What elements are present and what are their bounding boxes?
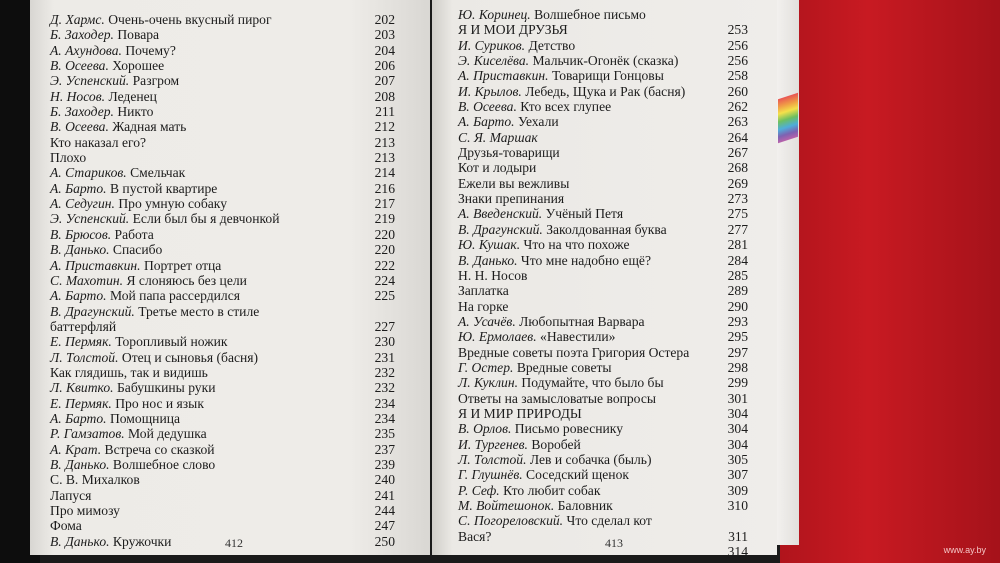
toc-entry xyxy=(458,176,748,191)
entry-title: Любопытная Варвара xyxy=(519,313,645,329)
entry-page-number: 284 xyxy=(727,252,748,268)
watermark: www.ay.by xyxy=(943,545,986,555)
entry-author: В. Осеева. xyxy=(50,119,109,135)
entry-page-number: 297 xyxy=(727,344,748,360)
toc-entry xyxy=(50,350,395,365)
toc-entry xyxy=(458,498,748,513)
toc-entry xyxy=(458,283,748,298)
toc-entry xyxy=(50,119,395,134)
entry-title: Я И МИР ПРИРОДЫ xyxy=(458,405,582,421)
entry-page-number: 290 xyxy=(727,298,748,314)
entry-author: А. Введенский. xyxy=(458,206,543,222)
toc-entry xyxy=(50,135,395,150)
entry-page-number: 298 xyxy=(727,359,748,375)
entry-page-number: 219 xyxy=(374,211,395,227)
toc-entry xyxy=(50,73,395,88)
entry-author: Ю. Ермолаев. xyxy=(458,329,537,345)
entry-page-number: 214 xyxy=(374,165,395,181)
toc-entry xyxy=(458,191,748,206)
entry-title: Ответы на замысловатые вопросы xyxy=(458,390,656,406)
entry-page-number: 244 xyxy=(374,503,395,518)
entry-page-number: 241 xyxy=(374,487,395,503)
entry-author: В. Драгунский. xyxy=(458,221,543,237)
entry-page-number: 227 xyxy=(374,318,395,334)
toc-entry xyxy=(458,145,748,160)
toc-entry xyxy=(50,288,395,303)
toc-entry xyxy=(458,314,748,329)
entry-author: В. Осеева. xyxy=(50,58,109,74)
entry-author: Э. Киселёва. xyxy=(458,53,530,69)
entry-author: В. Данько. xyxy=(50,533,110,549)
toc-entry xyxy=(458,114,748,129)
rainbow-graphic xyxy=(778,93,798,143)
entry-author: Е. Пермяк. xyxy=(50,334,112,350)
toc-entry xyxy=(458,299,748,314)
entry-author: С. Я. Маршак xyxy=(458,129,538,145)
toc-entry xyxy=(458,237,748,252)
entry-title: Кот и лодыри xyxy=(458,160,537,176)
entry-author: Р. Гамзатов. xyxy=(50,426,125,442)
entry-page-number: 211 xyxy=(375,104,395,120)
entry-author: С. Погореловский. xyxy=(458,513,564,529)
entry-title: Кто всех глупее xyxy=(520,99,612,115)
entry-author: А. Крат. xyxy=(50,441,102,457)
entry-page-number: 250 xyxy=(374,533,395,549)
entry-title: Лев и собачка (быль) xyxy=(529,451,652,467)
entry-title: Жадная мать xyxy=(112,119,187,135)
toc-entry xyxy=(50,104,395,119)
toc-entry xyxy=(50,258,395,273)
entry-title: Никто xyxy=(117,104,154,120)
toc-entry xyxy=(458,467,748,482)
entry-title: Н. Н. Носов xyxy=(458,267,528,283)
entry-page-number: 289 xyxy=(727,283,748,299)
entry-author: Ю. Коринец. xyxy=(458,7,531,22)
entry-page-number: 310 xyxy=(727,498,748,513)
entry-author: Р. Сеф. xyxy=(458,482,500,498)
entry-title: Портрет отца xyxy=(143,257,222,273)
entry-page-number: 256 xyxy=(727,37,748,53)
entry-page-number: 224 xyxy=(374,272,395,288)
entry-page-number: 203 xyxy=(374,27,395,43)
entry-title: Друзья-товарищи xyxy=(458,145,560,161)
entry-title: С. В. Михалков xyxy=(50,472,140,488)
entry-author: Э. Успенский. xyxy=(50,73,130,89)
toc-entry xyxy=(458,452,748,467)
entry-page-number: 240 xyxy=(374,472,395,488)
toc-entry xyxy=(458,68,748,83)
entry-title: В пустой квартире xyxy=(109,180,218,196)
entry-author: Г. Остер. xyxy=(458,359,514,375)
entry-page-number: 213 xyxy=(374,134,395,150)
entry-author: С. Махотин. xyxy=(50,272,124,288)
entry-page-number: 213 xyxy=(374,150,395,166)
entry-author: А. Усачёв. xyxy=(458,313,516,329)
entry-title: Как глядишь, так и видишь xyxy=(50,364,208,380)
toc-entry xyxy=(458,437,748,452)
entry-title-continued: Вася? xyxy=(458,528,492,544)
entry-title: Детство xyxy=(528,37,576,53)
toc-entry xyxy=(458,22,748,37)
entry-author: Г. Глушнёв. xyxy=(458,467,523,483)
entry-title: Кто наказал его? xyxy=(50,134,147,150)
entry-page-number: 247 xyxy=(374,518,395,534)
entry-title: Третье место в стиле xyxy=(138,303,260,319)
entry-title: Плохо xyxy=(50,150,87,166)
entry-title: Фома xyxy=(50,518,82,534)
toc-entry xyxy=(50,273,395,288)
toc-entry xyxy=(50,227,395,242)
entry-author: Б. Заходер. xyxy=(50,27,114,43)
entry-title-continued: баттерфляй xyxy=(50,318,117,334)
toc-entry xyxy=(50,150,395,165)
entry-title: Письмо ровеснику xyxy=(514,421,624,437)
entry-author: А. Барто. xyxy=(50,180,107,196)
entry-page-number: 234 xyxy=(374,395,395,411)
toc-entry xyxy=(458,268,748,283)
entry-author: Н. Носов. xyxy=(50,88,106,104)
toc-entry xyxy=(458,513,748,544)
entry-author: А. Седугин. xyxy=(50,196,115,212)
toc-entry xyxy=(458,206,748,221)
entry-page-number: 202 xyxy=(374,12,395,27)
entry-page-number: 234 xyxy=(374,410,395,426)
entry-title: Помощница xyxy=(109,410,181,426)
entry-title: Бабушкины руки xyxy=(117,380,216,396)
entry-author: Л. Куклин. xyxy=(458,375,518,391)
entry-author: В. Данько. xyxy=(458,252,518,268)
toc-entry xyxy=(50,488,395,503)
entry-title: Воробей xyxy=(531,436,581,452)
entry-author: Л. Толстой. xyxy=(458,451,527,467)
toc-entry xyxy=(458,421,748,436)
toc-entry xyxy=(50,534,395,549)
entry-author: А. Стариков. xyxy=(50,165,127,181)
toc-entry xyxy=(50,89,395,104)
entry-page-number: 273 xyxy=(727,191,748,207)
page-number-right: 413 xyxy=(605,536,623,550)
entry-page-number: 299 xyxy=(727,375,748,391)
entry-title: Знаки препинания xyxy=(458,191,565,207)
table-of-contents-right xyxy=(458,7,748,560)
toc-entry xyxy=(50,380,395,395)
entry-author: Л. Толстой. xyxy=(50,349,119,365)
entry-page-number: 305 xyxy=(727,451,748,467)
entry-author: Б. Заходер. xyxy=(50,104,114,120)
entry-page-number: 267 xyxy=(727,145,748,161)
table-of-contents-left xyxy=(50,12,395,549)
toc-entry xyxy=(50,27,395,42)
entry-page-number: 235 xyxy=(374,426,395,442)
entry-page-number: 264 xyxy=(727,129,748,145)
entry-author: Л. Квитко. xyxy=(50,380,114,396)
entry-page-number: 309 xyxy=(727,482,748,498)
toc-entry xyxy=(458,360,748,375)
entry-author: А. Барто. xyxy=(50,410,107,426)
entry-page-number: 295 xyxy=(727,329,748,345)
toc-entry xyxy=(458,84,748,99)
entry-title: Про умную собаку xyxy=(118,196,227,212)
entry-page-number: 232 xyxy=(374,380,395,396)
entry-page-number: 275 xyxy=(727,206,748,222)
toc-entry xyxy=(50,196,395,211)
entry-page-number: 225 xyxy=(374,288,395,304)
entry-title: Учёный Петя xyxy=(545,206,624,222)
entry-page-number: 204 xyxy=(374,42,395,58)
entry-title: Вредные советы поэта Григория Остера xyxy=(458,344,690,360)
entry-title: Что на что похоже xyxy=(523,237,630,253)
entry-page-number: 304 xyxy=(727,436,748,452)
entry-author: В. Данько. xyxy=(50,456,110,472)
entry-title: Лапуся xyxy=(50,487,92,503)
toc-entry xyxy=(50,503,395,518)
entry-page-number: 311 xyxy=(728,528,748,544)
toc-entry xyxy=(458,253,748,268)
entry-author: В. Данько. xyxy=(50,242,110,258)
entry-title: Спасибо xyxy=(112,242,163,258)
entry-title: Про нос и язык xyxy=(115,395,204,411)
entry-author: В. Осеева. xyxy=(458,99,517,115)
entry-page-number: 208 xyxy=(374,88,395,104)
entry-title: Повара xyxy=(117,27,160,43)
entry-page-number: 231 xyxy=(374,349,395,365)
entry-page-number: 263 xyxy=(727,114,748,130)
entry-page-number: 239 xyxy=(374,456,395,472)
entry-page-number: 307 xyxy=(727,467,748,483)
entry-page-number: 301 xyxy=(727,390,748,406)
entry-page-number: 258 xyxy=(727,68,748,84)
toc-entry xyxy=(458,329,748,344)
toc-entry xyxy=(50,518,395,533)
toc-entry xyxy=(458,375,748,390)
entry-title: Если был бы я девчонкой xyxy=(132,211,280,227)
entry-page-number: 256 xyxy=(727,53,748,69)
entry-page-number: 285 xyxy=(727,267,748,283)
entry-title: Про мимозу xyxy=(50,503,120,518)
entry-title: Уехали xyxy=(517,114,559,130)
entry-author: А. Приставкин. xyxy=(458,68,549,84)
entry-page-number: 222 xyxy=(374,257,395,273)
toc-entry xyxy=(458,391,748,406)
toc-entry xyxy=(458,222,748,237)
toc-entry xyxy=(50,365,395,380)
toc-entry xyxy=(50,43,395,58)
toc-entry xyxy=(458,53,748,68)
entry-page-number: 314 xyxy=(727,544,748,560)
entry-page-number: 304 xyxy=(727,421,748,437)
toc-entry xyxy=(50,242,395,257)
entry-title: Что мне надобно ещё? xyxy=(520,252,651,268)
entry-title: Встреча со сказкой xyxy=(104,441,215,457)
entry-page-number: 206 xyxy=(374,58,395,74)
entry-author: И. Крылов. xyxy=(458,83,522,99)
entry-page-number: 304 xyxy=(727,405,748,421)
toc-entry xyxy=(50,411,395,426)
toc-entry xyxy=(50,426,395,441)
entry-title: Заколдованная буква xyxy=(546,221,667,237)
page-number-left: 412 xyxy=(225,536,243,550)
entry-author: Д. Хармс. xyxy=(50,12,105,27)
entry-title: Баловник xyxy=(557,498,613,513)
entry-author: Ю. Кушак. xyxy=(458,237,521,253)
book-cover-edge xyxy=(777,0,799,545)
entry-title: Заплатка xyxy=(458,283,509,299)
entry-author: И. Суриков. xyxy=(458,37,526,53)
entry-title: Я слоняюсь без цели xyxy=(126,272,247,288)
entry-author: А. Приставкин. xyxy=(50,257,141,273)
entry-author: В. Брюсов. xyxy=(50,226,112,242)
entry-page-number: 293 xyxy=(727,313,748,329)
toc-entry xyxy=(50,442,395,457)
toc-entry xyxy=(50,396,395,411)
entry-page-number: 220 xyxy=(374,242,395,258)
entry-page-number: 212 xyxy=(374,119,395,135)
entry-page-number: 237 xyxy=(374,441,395,457)
entry-page-number: 253 xyxy=(727,22,748,38)
entry-author: А. Барто. xyxy=(50,288,107,304)
toc-entry xyxy=(458,406,748,421)
entry-title: Разгром xyxy=(132,73,180,89)
entry-page-number: 207 xyxy=(374,73,395,89)
entry-title: «Навестили» xyxy=(540,329,616,345)
toc-entry xyxy=(458,130,748,145)
entry-page-number: 262 xyxy=(727,99,748,115)
entry-page-number: 277 xyxy=(727,221,748,237)
toc-entry xyxy=(50,12,395,27)
entry-page-number: 269 xyxy=(727,175,748,191)
entry-title: Мой дедушка xyxy=(128,426,207,442)
toc-entry xyxy=(458,99,748,114)
entry-author: А. Барто. xyxy=(458,114,515,130)
toc-entry xyxy=(50,304,395,335)
toc-entry xyxy=(50,457,395,472)
entry-title: Отец и сыновья (басня) xyxy=(121,349,259,365)
entry-title: Очень-очень вкусный пирог xyxy=(108,12,272,27)
entry-title: Ежели вы вежливы xyxy=(458,175,570,191)
entry-title: Волшебное письмо xyxy=(534,7,646,22)
entry-title: Волшебное слово xyxy=(112,456,216,472)
entry-title: Мой папа рассердился xyxy=(109,288,240,304)
entry-title: Что сделал кот xyxy=(566,513,652,529)
entry-title: Кто любит собак xyxy=(503,482,601,498)
entry-title: Почему? xyxy=(125,42,176,58)
toc-entry xyxy=(458,160,748,175)
entry-title: Лебедь, Щука и Рак (басня) xyxy=(525,83,686,99)
entry-author: Э. Успенский. xyxy=(50,211,130,227)
toc-entry xyxy=(50,181,395,196)
entry-author: М. Войтешонок. xyxy=(458,498,555,513)
entry-author: В. Орлов. xyxy=(458,421,512,437)
entry-title: Товарищи Гонцовы xyxy=(551,68,664,84)
entry-author: Е. Пермяк. xyxy=(50,395,112,411)
entry-page-number: 217 xyxy=(374,196,395,212)
toc-entry xyxy=(50,211,395,226)
entry-author: В. Драгунский. xyxy=(50,303,135,319)
entry-title: Работа xyxy=(114,226,154,242)
toc-entry xyxy=(50,58,395,73)
entry-title: Смельчак xyxy=(130,165,186,181)
toc-entry xyxy=(50,165,395,180)
toc-entry xyxy=(50,472,395,487)
entry-title: Соседский щенок xyxy=(526,467,629,483)
red-background xyxy=(780,0,1000,563)
entry-title: Торопливый ножик xyxy=(115,334,228,350)
entry-title: Хорошее xyxy=(112,58,165,74)
toc-entry xyxy=(458,7,748,22)
entry-title: Мальчик-Огонёк (сказка) xyxy=(532,53,679,69)
entry-page-number: 230 xyxy=(374,334,395,350)
entry-page-number: 281 xyxy=(727,237,748,253)
entry-author: И. Тургенев. xyxy=(458,436,528,452)
entry-page-number: 268 xyxy=(727,160,748,176)
entry-author: А. Ахундова. xyxy=(50,42,122,58)
entry-title: На горке xyxy=(458,298,509,314)
entry-page-number: 232 xyxy=(374,364,395,380)
toc-entry xyxy=(458,483,748,498)
toc-entry xyxy=(458,38,748,53)
entry-page-number: 216 xyxy=(374,180,395,196)
entry-title: Вредные советы xyxy=(516,359,612,375)
entry-title: Леденец xyxy=(108,88,157,104)
toc-entry xyxy=(458,345,748,360)
entry-title: Кружочки xyxy=(112,533,172,549)
entry-title: Я И МОИ ДРУЗЬЯ xyxy=(458,22,568,38)
entry-page-number: 220 xyxy=(374,226,395,242)
entry-page-number: 260 xyxy=(727,83,748,99)
entry-title: Подумайте, что было бы xyxy=(521,375,664,391)
toc-entry xyxy=(50,334,395,349)
